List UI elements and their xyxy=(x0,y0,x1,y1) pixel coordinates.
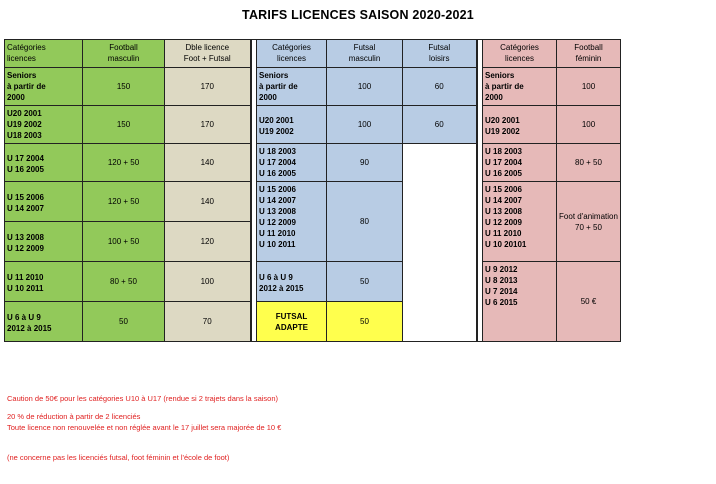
price-cell: 50 € xyxy=(557,262,621,342)
category-cell: Seniors à partir de 2000 xyxy=(483,68,557,106)
header-football-masculin: Football masculin xyxy=(83,40,165,68)
price-cell: 100 xyxy=(165,262,251,302)
price-cell: 60 xyxy=(403,106,477,144)
category-cell: U 13 2008 U 12 2009 xyxy=(5,222,83,262)
note-majoration: Toute licence non renouvelée et non réglée avant le 17 juillet sera majorée de 10 € xyxy=(7,423,282,432)
header-double-licence: Dble licence Foot + Futsal xyxy=(165,40,251,68)
header-categories-1: Catégories licences xyxy=(5,40,83,68)
category-cell: U20 2001 U19 2002 U18 2003 xyxy=(5,106,83,144)
category-cell: U20 2001 U19 2002 xyxy=(483,106,557,144)
category-cell: Seniors à partir de 2000 xyxy=(257,68,327,106)
header-categories-2: Catégories licences xyxy=(257,40,327,68)
price-cell: 70 xyxy=(165,302,251,342)
note-exception: (ne concerne pas les licenciés futsal, foot féminin et l'école de foot) xyxy=(7,453,230,462)
price-cell: 50 xyxy=(83,302,165,342)
price-cell: 100 xyxy=(557,68,621,106)
category-cell: U20 2001 U19 2002 xyxy=(257,106,327,144)
price-cell: 90 xyxy=(327,144,403,182)
price-cell: 120 xyxy=(165,222,251,262)
category-cell: U 15 2006 U 14 2007 U 13 2008 U 12 2009 U 11 2010 U 10 2011 xyxy=(257,182,327,262)
price-cell: 100 xyxy=(327,106,403,144)
price-cell: 100 xyxy=(327,68,403,106)
price-cell: 150 xyxy=(83,68,165,106)
category-cell: U 15 2006 U 14 2007 U 13 2008 U 12 2009 U 11 2010 U 10 20101 xyxy=(483,182,557,262)
price-cell: 60 xyxy=(403,68,477,106)
price-cell: 100 + 50 xyxy=(83,222,165,262)
header-categories-3: Catégories licences xyxy=(483,40,557,68)
category-cell: U 11 2010 U 10 2011 xyxy=(5,262,83,302)
price-cell: 170 xyxy=(165,68,251,106)
note-reduction: 20 % de réduction à partir de 2 licenciés xyxy=(7,412,141,421)
category-cell: U 15 2006 U 14 2007 xyxy=(5,182,83,222)
note-caution: Caution de 50€ pour les catégories U10 à U17 (rendue si 2 trajets dans la saison) xyxy=(7,394,278,403)
price-cell: 80 xyxy=(327,182,403,262)
header-futsal-masculin: Futsal masculin xyxy=(327,40,403,68)
price-cell: 120 + 50 xyxy=(83,182,165,222)
category-cell: U 17 2004 U 16 2005 xyxy=(5,144,83,182)
price-cell: 120 + 50 xyxy=(83,144,165,182)
price-cell: Foot d'animation 70 + 50 xyxy=(557,182,621,262)
price-cell: 170 xyxy=(165,106,251,144)
tarifs-table xyxy=(4,39,621,342)
category-cell: U 6 à U 9 2012 à 2015 xyxy=(5,302,83,342)
category-cell: U 18 2003 U 17 2004 U 16 2005 xyxy=(483,144,557,182)
price-cell: 50 xyxy=(327,302,403,342)
header-futsal-loisirs: Futsal loisirs xyxy=(403,40,477,68)
category-cell: U 18 2003 U 17 2004 U 16 2005 xyxy=(257,144,327,182)
header-football-feminin: Football féminin xyxy=(557,40,621,68)
price-cell: 140 xyxy=(165,182,251,222)
futsal-adapte-cell: FUTSAL ADAPTE xyxy=(257,302,327,342)
price-cell: 100 xyxy=(557,106,621,144)
empty-cell xyxy=(403,144,477,342)
price-cell: 150 xyxy=(83,106,165,144)
price-cell: 140 xyxy=(165,144,251,182)
page-title: TARIFS LICENCES SAISON 2020-2021 xyxy=(242,8,474,22)
price-cell: 50 xyxy=(327,262,403,302)
price-cell: 80 + 50 xyxy=(557,144,621,182)
category-cell: U 9 2012 U 8 2013 U 7 2014 U 6 2015 xyxy=(483,262,557,342)
price-cell: 80 + 50 xyxy=(83,262,165,302)
category-cell: Seniors à partir de 2000 xyxy=(5,68,83,106)
category-cell: U 6 à U 9 2012 à 2015 xyxy=(257,262,327,302)
